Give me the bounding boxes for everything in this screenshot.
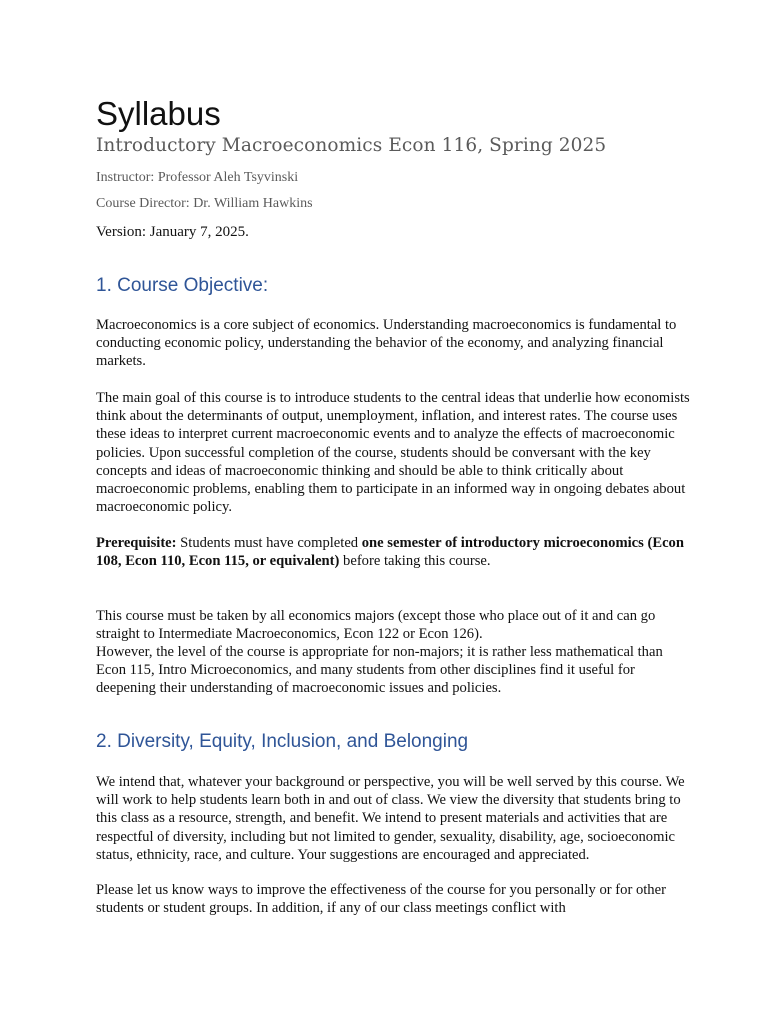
prerequisite-label: Prerequisite:	[96, 535, 177, 551]
non-majors-paragraph: However, the level of the course is appropriate for non-majors; it is rather less mathematical than Econ 115, Intro Microeconomics, and many students from other disciplines find it useful for deepening their understanding of macroeconomic issues and policies.	[96, 644, 663, 697]
doc-title: Syllabus	[96, 95, 221, 132]
section-heading-diversity: 2. Diversity, Equity, Inclusion, and Belonging	[96, 731, 469, 752]
instructor-line: Instructor: Professor Aleh Tsyvinski	[96, 170, 299, 185]
majors-paragraph: This course must be taken by all economics majors (except those who place out of it and can go straight to Intermediate Macroeconomics, Econ 122 or Econ 126).	[96, 608, 656, 643]
objective-paragraph-1: Macroeconomics is a core subject of economics. Understanding macroeconomics is fundamental to conducting economic policy, understanding the behavior of the economy, and analyzing financial markets.	[96, 317, 677, 370]
prerequisite-paragraph	[96, 534, 696, 570]
section-heading-course-objective: 1. Course Objective:	[96, 275, 269, 296]
course-director-line: Course Director: Dr. William Hawkins	[96, 196, 313, 211]
diversity-paragraph-2: Please let us know ways to improve the effectiveness of the course for you personally or for other students or student groups. In addition, if any of our class meetings conflict with	[96, 882, 666, 917]
objective-paragraph-2: The main goal of this course is to introduce students to the central ideas that underlie how economists think about the determinants of output, unemployment, inflation, and interest rates. The course uses these ideas to interpret current macroeconomic events and to analyze the effects of macroeconomic policies. Upon successful completion of the course, students should be conversant with the key concepts and ideas of macroeconomic thinking and should be able to think critically about macroeconomic problems, enabling them to participate in an informed way in ongoing debates about macroeconomic policy.	[96, 390, 690, 516]
prerequisite-text-2: before taking this course.	[339, 553, 491, 570]
diversity-paragraph-1: We intend that, whatever your background or perspective, you will be well served by this course. We will work to help students learn both in and out of class. We view the diversity that students bring to this class as a resource, strength, and benefit. We intend to present materials and activities that are respectful of diversity, including but not limited to gender, sexuality, disability, age, socioeconomic status, ethnicity, race, and culture. Your suggestions are encouraged and appreciated.	[96, 774, 685, 863]
doc-subtitle: Introductory Macroeconomics Econ 116, Spring 2025	[96, 135, 607, 156]
prerequisite-text-1: Students must have completed	[176, 535, 362, 551]
prerequisite-requirement: one semester of introductory microeconomics (Econ 108, Econ 110, Econ 115, or equivalent)	[96, 535, 684, 570]
version-line: Version: January 7, 2025.	[96, 224, 249, 240]
